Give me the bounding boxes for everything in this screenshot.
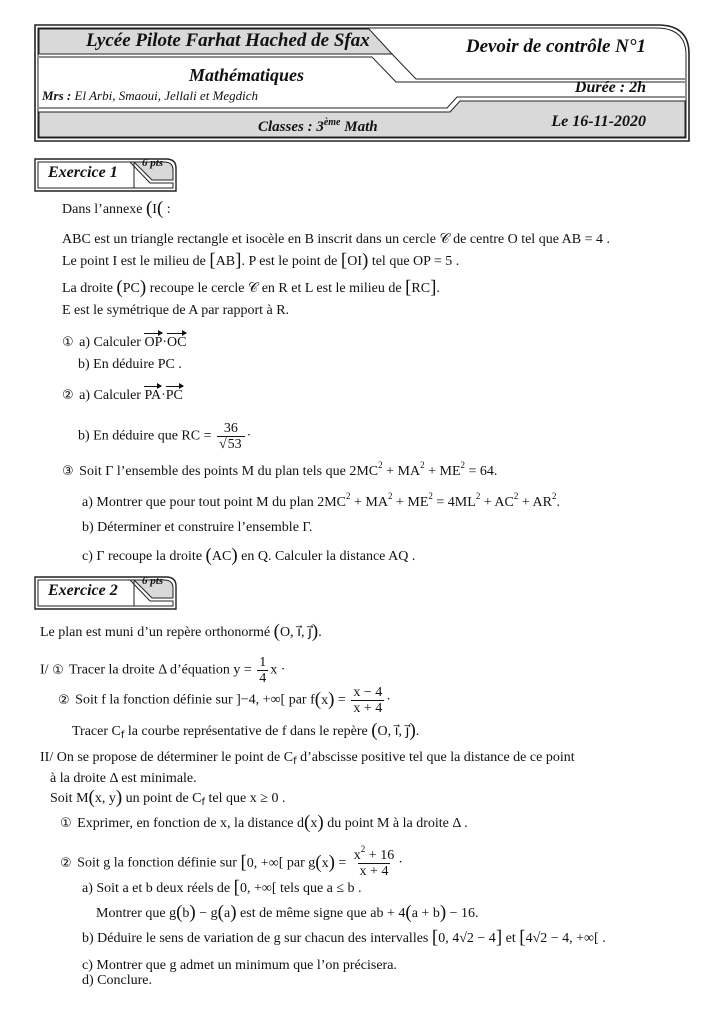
text-run: Soit Γ l’ensemble des points M du plan tels que 2MC: [75, 464, 379, 479]
bracket-group: [88, 787, 123, 808]
bracket-content: 4√2 − 4, +∞: [525, 931, 595, 946]
text-line: [40, 655, 285, 686]
radical-sign: √: [218, 437, 227, 452]
text-line: [62, 250, 460, 271]
bracket-close: ]: [430, 277, 437, 298]
text-run: :: [163, 202, 171, 217]
classes-suffix: Math: [344, 119, 378, 135]
text-run: . P est le point de: [241, 254, 341, 269]
exponent: 2: [551, 491, 557, 501]
bracket-group: [315, 851, 335, 873]
text-run: tel que OP = 5 .: [368, 254, 460, 269]
bracket-group: [405, 902, 447, 923]
bracket-group: [240, 851, 279, 873]
bracket-group: [217, 902, 237, 923]
text-run: = 4ML: [432, 495, 476, 510]
exponent: 2: [388, 491, 393, 501]
text-run: La droite: [62, 281, 117, 296]
question-number: ③: [62, 464, 74, 479]
bracket-content: 0, 4√2 − 4: [438, 931, 496, 946]
text-run: ·: [398, 855, 403, 871]
text-run: + ME: [392, 495, 429, 510]
classes-prefix: Classes : 3: [258, 119, 324, 135]
text-run: [ .: [594, 931, 606, 946]
text-run: .: [556, 495, 560, 510]
bracket-content: O, i⃗, j⃗: [279, 625, 312, 640]
bracket-content: AC: [211, 549, 232, 564]
question-number: ①: [52, 662, 64, 678]
bracket-open: [: [240, 851, 247, 873]
exponent: 2: [378, 460, 383, 470]
bracket-group: [405, 277, 437, 298]
text-run: Tracer la droite Δ d’équation y =: [65, 662, 256, 678]
text-line: [82, 973, 152, 989]
question-number: ①: [62, 335, 74, 350]
vector: PC: [166, 385, 183, 404]
fraction-numerator: 36: [223, 421, 238, 436]
bracket-content: 0, +∞: [239, 881, 272, 896]
bracket-group: [340, 250, 369, 271]
text-line: [50, 771, 197, 787]
vector: OC: [167, 332, 186, 351]
text-run: ·: [246, 428, 252, 444]
exercise-2-points: 6 pts: [142, 575, 164, 587]
text-run: b) Déduire le sens de variation de g sur chacun des intervalles: [82, 931, 432, 946]
text-run: du point M à la droite Δ .: [323, 816, 468, 831]
bracket-open: (: [116, 277, 123, 298]
text-line: [60, 812, 468, 833]
bracket-content: x, y: [94, 791, 116, 806]
text-run: b) En déduire que RC =: [78, 428, 215, 444]
bracket-content: O, i⃗, j⃗: [377, 724, 410, 739]
text-run: Montrer que g: [96, 906, 177, 921]
text-run: à la droite Δ est minimale.: [50, 771, 197, 786]
exercise-1-badge: [34, 158, 178, 192]
text-line: [82, 545, 416, 566]
classes: [258, 117, 378, 136]
text-run: c) Montrer que g admet un minimum que l’on précisera.: [82, 958, 397, 973]
bracket-close: ): [115, 787, 123, 808]
exponent: 2: [420, 460, 425, 470]
bracket-close: ]: [495, 927, 503, 948]
text-line: [58, 685, 391, 716]
text-run: II/ On se propose de déterminer le point de C: [40, 750, 294, 765]
text-line: [82, 491, 560, 511]
text-run: d) Conclure.: [82, 973, 152, 988]
question-number: ②: [62, 388, 74, 403]
text-line: [62, 385, 183, 404]
text-line: [72, 720, 420, 741]
text-run: + AC: [480, 495, 514, 510]
teachers-names: El Arbi, Smaoui, Jellali et Megdich: [74, 88, 259, 103]
bracket-content: OI: [347, 254, 362, 269]
text-run: x: [353, 848, 361, 863]
text-run: E est le symétrique de A par rapport à R.: [62, 303, 290, 318]
bracket-content: AB: [215, 254, 236, 269]
teachers-label: Mrs :: [42, 88, 72, 103]
duration: Durée : 2h: [574, 79, 646, 96]
text-run: ·: [386, 692, 391, 708]
bracket-close: ): [139, 277, 147, 298]
bracket-group: [145, 198, 164, 219]
bracket-open: (: [88, 787, 95, 808]
bracket-close: ): [439, 902, 447, 923]
question-number: ①: [60, 816, 72, 831]
text-run: − 16.: [446, 906, 479, 921]
text-run: un point de C: [122, 791, 202, 806]
bracket-open: [: [519, 927, 526, 948]
bracket-close: ): [231, 545, 238, 566]
bracket-group: [205, 545, 238, 566]
text-run: =: [334, 855, 350, 871]
text-line: [82, 958, 397, 974]
text-run: a) Montrer que pour tout point M du plan 2MC: [82, 495, 347, 510]
exam-title: Devoir de contrôle N°1: [465, 36, 646, 57]
bracket-open: (: [304, 812, 311, 833]
text-run: recoupe le cercle 𝒞 en R et L est le milieu de: [146, 281, 406, 296]
text-run: et: [502, 931, 520, 946]
bracket-open: (: [314, 688, 322, 710]
text-run: ABC est un triangle rectangle et isocèle en B inscrit dans un cercle 𝒞 de centre O tel que AB = 4 .: [62, 232, 610, 247]
fraction-denominator: 4: [259, 671, 267, 686]
exercise-1-label: Exercice 1: [48, 164, 118, 181]
text-run: est de même signe que ab + 4: [236, 906, 406, 921]
bracket-open: (: [205, 545, 212, 566]
bracket-close: ): [328, 688, 335, 710]
bracket-group: [233, 877, 272, 898]
exercise-1-points: 6 pts: [142, 157, 164, 169]
text-run: Dans l’annexe: [62, 202, 146, 217]
bracket-open: (: [145, 198, 153, 219]
text-line: [62, 198, 171, 219]
fraction: [351, 685, 384, 716]
bracket-content: x: [321, 855, 329, 871]
text-line: [62, 303, 289, 319]
bracket-open: [: [431, 927, 439, 948]
bracket-content: 0, +∞: [246, 855, 279, 871]
text-run: a) Calculer: [75, 335, 145, 350]
text-line: [62, 277, 440, 298]
vector: PA: [144, 385, 161, 404]
fraction-denominator: x + 4: [359, 864, 389, 879]
text-run: I/: [40, 662, 53, 678]
text-line: [62, 460, 498, 480]
bracket-content: PC: [122, 281, 140, 296]
bracket-open: (: [315, 851, 322, 873]
bracket-group: [314, 688, 335, 710]
bracket-group: [304, 812, 324, 833]
text-run: =: [334, 692, 350, 708]
fraction-numerator: x − 4: [353, 685, 383, 700]
exercise-2-badge: [34, 576, 178, 610]
bracket-group: [519, 927, 595, 948]
text-run: .: [436, 281, 440, 296]
text-run: x ·: [270, 662, 286, 678]
bracket-close: ): [189, 902, 196, 923]
bracket-content: I: [152, 202, 157, 217]
fraction: [352, 844, 396, 879]
text-run: .: [415, 724, 420, 739]
teachers: [42, 88, 258, 104]
question-number: ②: [60, 855, 72, 871]
bracket-content: b: [182, 906, 190, 921]
fraction-numerator: 1: [259, 655, 267, 670]
text-run: ·: [162, 335, 168, 350]
subscript: f: [293, 756, 297, 767]
bracket-close: (: [156, 198, 164, 219]
bracket-content: RC: [411, 281, 431, 296]
text-run: .: [318, 625, 322, 640]
bracket-group: [176, 902, 196, 923]
vector: OP: [144, 332, 162, 351]
text-run: [ tels que a ≤ b .: [271, 881, 362, 896]
exponent: 2: [428, 491, 433, 501]
text-run: Soit M: [50, 791, 89, 806]
text-run: a) Calculer: [75, 388, 145, 403]
text-run: Le point I est le milieu de: [62, 254, 210, 269]
text-run: Soit g la fonction définie sur: [73, 855, 241, 871]
bracket-group: [273, 621, 319, 642]
exercise-2-label: Exercice 2: [48, 582, 118, 599]
text-run: b) En déduire PC .: [78, 357, 182, 372]
text-run: + ME: [424, 464, 461, 479]
text-run: b) Déterminer et construire l’ensemble Γ.: [82, 520, 313, 535]
bracket-content: a + b: [411, 906, 440, 921]
bracket-close: ): [409, 720, 416, 741]
bracket-open: (: [405, 902, 412, 923]
fraction-numerator: [352, 844, 396, 863]
exponent: 2: [346, 491, 351, 501]
text-line: [62, 232, 610, 248]
subject: Mathématiques: [189, 65, 305, 85]
bracket-open: [: [405, 277, 412, 298]
classes-sup: ème: [323, 117, 341, 128]
text-line: [96, 902, 479, 923]
text-run: + MA: [350, 495, 388, 510]
square-root: [219, 437, 243, 452]
bracket-group: [431, 927, 503, 948]
text-line: [40, 750, 575, 766]
fraction: [217, 421, 245, 452]
text-run: a) Soit a et b deux réels de: [82, 881, 234, 896]
bracket-close: ): [230, 902, 237, 923]
exam-header: [34, 24, 690, 142]
bracket-open: (: [371, 720, 378, 741]
bracket-group: [371, 720, 416, 741]
fraction: [257, 655, 268, 686]
bracket-content: x: [310, 816, 318, 831]
school-name: Lycée Pilote Farhat Hached de Sfax: [86, 30, 370, 51]
text-line: [82, 877, 362, 898]
text-run: − g: [195, 906, 218, 921]
bracket-open: [: [340, 250, 348, 271]
text-line: [50, 787, 286, 808]
text-line: [78, 357, 182, 373]
text-run: Tracer C: [72, 724, 121, 739]
text-run: + MA: [382, 464, 421, 479]
exponent: 2: [475, 491, 481, 501]
text-run: Exprimer, en fonction de x, la distance d: [73, 816, 305, 831]
exponent: 2: [460, 460, 465, 470]
bracket-open: (: [217, 902, 224, 923]
bracket-group: [116, 277, 147, 298]
text-run: en Q. Calculer la distance AQ .: [237, 549, 416, 564]
bracket-open: [: [233, 877, 240, 898]
exam-date: Le 16-11-2020: [551, 113, 646, 130]
fraction-denominator: x + 4: [353, 701, 383, 716]
bracket-open: (: [273, 621, 280, 642]
bracket-open: (: [176, 902, 183, 923]
bracket-group: [209, 250, 242, 271]
text-line: [60, 844, 403, 879]
text-run: [ par g: [278, 855, 316, 871]
text-line: [62, 332, 186, 351]
bracket-close: ): [317, 812, 324, 833]
exponent: 2: [513, 491, 519, 501]
bracket-content: a: [223, 906, 231, 921]
text-line: [78, 421, 251, 452]
text-run: + AR: [518, 495, 552, 510]
exponent: 2: [360, 844, 366, 854]
text-run: c) Γ recoupe la droite: [82, 549, 206, 564]
bracket-close: ): [362, 250, 369, 271]
subscript: f: [120, 730, 125, 741]
text-run: ·: [161, 388, 166, 403]
text-run: = 64.: [465, 464, 498, 479]
bracket-content: x: [321, 692, 329, 708]
text-run: tel que x ≥ 0 .: [205, 791, 286, 806]
text-run: Le plan est muni d’un repère orthonormé: [40, 625, 274, 640]
bracket-close: ): [328, 851, 335, 873]
bracket-close: ]: [235, 250, 242, 271]
text-run: d’abscisse positive tel que la distance de ce point: [296, 750, 575, 765]
text-line: [82, 927, 606, 948]
radicand: 53: [227, 437, 242, 452]
text-run: Soit f la fonction définie sur ]−4, +∞[ par f: [71, 692, 315, 708]
bracket-close: ): [311, 621, 319, 642]
text-run: + 16: [365, 848, 395, 863]
subscript: f: [201, 797, 206, 808]
bracket-open: [: [209, 250, 216, 271]
question-number: ②: [58, 692, 70, 708]
text-run: la courbe représentative de f dans le repère: [124, 724, 372, 739]
text-line: [40, 621, 322, 642]
fraction-denominator: [217, 436, 245, 452]
text-line: [82, 520, 312, 536]
